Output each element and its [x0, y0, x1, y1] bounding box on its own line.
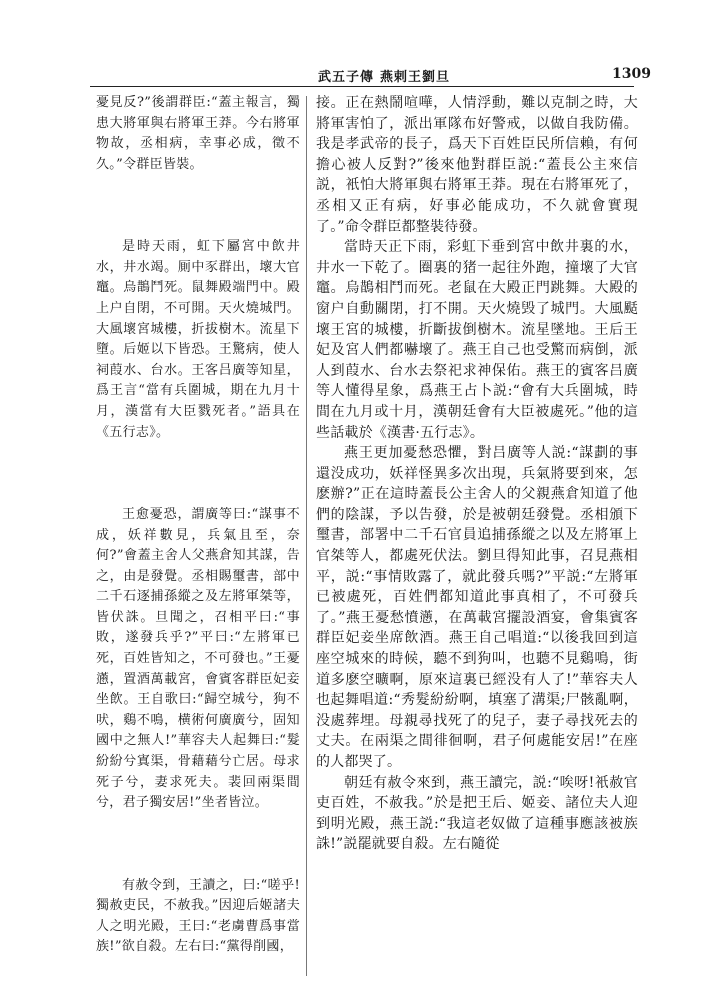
- running-header: [0, 0, 716, 90]
- book-title: 武五子傳: [318, 70, 375, 85]
- page-number: 1309: [612, 66, 651, 82]
- original-paragraph-3: 王愈憂恐，謂廣等曰:“謀事不成，妖祥數見，兵氣且至，奈何?”會蓋主舍人父燕倉知其謀，告之，由是發覺。丞相賜璽書，部中二千石逐捕孫縱之及左將軍桀等，皆伏誅。旦聞之，召相平曰:“事敗，遂發兵乎?”平曰:“左將軍已死，百姓皆知之，不可發也。”王憂懣，置酒萬載宮，會賓客群臣妃妾坐飲。王自歌曰:“歸空城兮，狗不吠，鷄不鳴，横術何廣廣兮，固知國中之無人!”華容夫人起舞曰:“髮紛紛兮寘渠，骨藉藉兮亡居。母求死子兮，妻求死夫。裴回兩渠間兮，君子獨安居!”坐者皆泣。: [96, 506, 300, 811]
- translation-paragraph-4: 朝廷有赦令來到，燕王讀完，説:“唉呀!衹赦官吏百姓，不赦我。”於是把王后、姬妾、諸位夫人迎到明光殿，燕王説:“我這老奴做了這種事應該被族誅!”説罷就要自殺。左右隨從: [316, 774, 638, 853]
- header-rule: [90, 86, 634, 87]
- translation-column: [316, 93, 638, 855]
- original-paragraph-1: 憂見反?”後謂群臣:“蓋主報言，獨患大將軍與右將軍王莽。今右將軍物故，丞相病，幸事必成，徵不久。”令群臣皆裝。: [96, 95, 300, 172]
- chapter-title: 燕剌王劉旦: [380, 70, 451, 85]
- original-text-column: [96, 93, 300, 958]
- translation-paragraph-3: 燕王更加憂愁恐懼，對吕廣等人説:“謀劃的事還没成功，妖祥怪異多次出現，兵氣將要到來，怎麽辦?”正在這時蓋長公主舍人的父親燕倉知道了他們的陰謀，予以告發，於是被朝廷發覺。丞相頒下璽書，部署中二千石官員追捕孫縱之以及左將軍上官桀等人，都處死伏法。劉旦得知此事，召見燕相平，説:“事情敗露了，就此發兵嗎?”平説:“左將軍已被處死，百姓們都知道此事真相了，不可發兵了。”燕王憂愁憤懣，在萬載宮擺設酒宴，會集賓客群臣妃妾坐席飲酒。燕王自己唱道:“以後我回到這座空城來的時候，聽不到狗叫，也聽不見鷄鳴，街道多麽空曠啊，原來這裏已經没有人了!”華容夫人也起舞唱道:“秀髮紛紛啊，填塞了溝渠;尸骸亂啊，没處葬埋。母親尋找死了的兒子，妻子尋找死去的丈夫。在兩渠之間徘徊啊，君子何處能安居!”在座的人都哭了。: [316, 445, 638, 770]
- original-paragraph-2: 是時天雨，虹下屬宮中飲井水，井水竭。厠中豕群出，壞大官竈。烏鵲鬥死。鼠舞殿端門中。殿上户自閉，不可開。天火燒城門。大風壞宮城樓，折拔樹木。流星下墮。后姬以下皆恐。王驚病，使人祠葭水、台水。王客吕廣等知星，爲王言“當有兵圍城，期在九月十月，漢當有大臣戮死者。”語具在《五行志》。: [96, 239, 300, 440]
- column-divider: [306, 96, 307, 976]
- original-paragraph-4: 有赦令到，王讀之，曰:“嗟乎!獨赦吏民，不赦我。”因迎后姬諸夫人之明光殿，王曰:“老虜曹爲事當族!”欲自殺。左右曰:“黨得削國，: [96, 877, 300, 955]
- translation-paragraph-2: 當時天正下雨，彩虹下垂到宮中飲井裏的水，井水一下乾了。圈裏的猪一起往外跑，撞壞了大官竈。烏鵲相鬥而死。老鼠在大殿正門跳舞。大殿的窗户自動關閉，打不開。天火燒毁了城門。大風颳壞王宮的城樓，折斷拔倒樹木。流星墜地。王后王妃及宮人們都嚇壞了。燕王自己也受驚而病倒，派人到葭水、台水去祭祀求神保佑。燕王的賓客吕廣等人懂得星象，爲燕王占卜説:“會有大兵圍城，時間在九月或十月，漢朝廷會有大臣被處死。”他的這些話載於《漢書·五行志》。: [316, 239, 638, 441]
- translation-paragraph-1: 接。正在熱鬧喧嘩，人情浮動，難以克制之時，大將軍害怕了，派出軍隊布好警戒，以做自我防備。我是孝武帝的長子，爲天下百姓臣民所信賴，有何擔心被人反對?”後來他對群臣説:“蓋長公主來信説，衹怕大將軍與右將軍王莽。現在右將軍死了，丞相又正有病，好事必能成功，不久就會實現了。”命令群臣都整裝待發。: [316, 95, 638, 235]
